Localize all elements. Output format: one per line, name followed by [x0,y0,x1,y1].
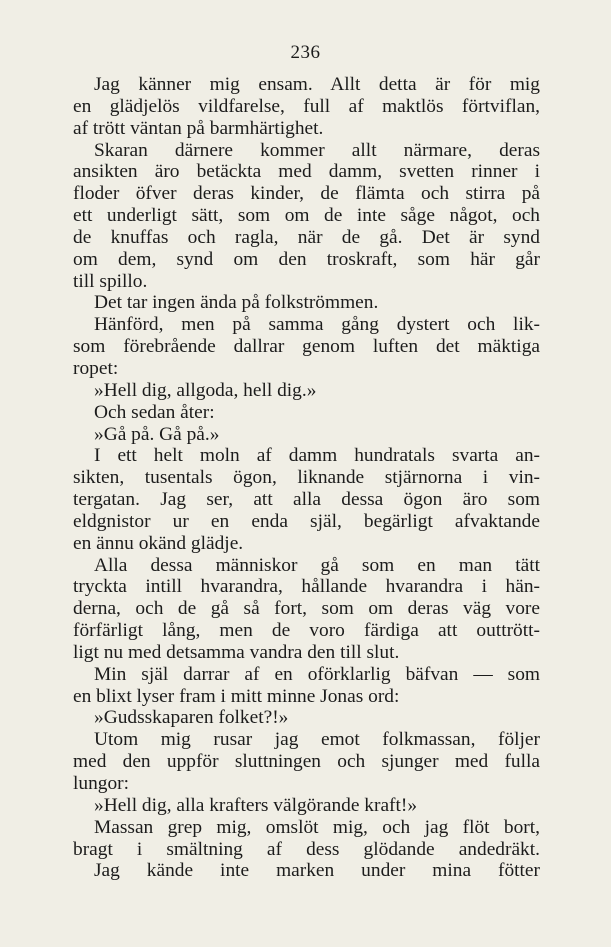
text-line: en blixt lyser fram i mitt minne Jonas ord: [73,685,400,707]
text-line: de knuffas och ragla, när de gå. Det är synd [73,226,540,248]
text-line: tryckta intill hvarandra, hållande hvarandra i hän- [73,576,540,598]
text-line: »Gå på. Gå på.» [94,423,220,445]
text-line: Massan grep mig, omslöt mig, och jag flöt bort, [94,816,540,838]
text-line: I ett helt moln af damm hundratals svarta an- [94,445,540,467]
text-line: Utom mig rusar jag emot folkmassan, följer [94,729,540,751]
text-line: med den uppför sluttningen och sjunger med fulla [73,751,540,773]
text-line: sikten, tusentals ögon, liknande stjärnorna i vin- [73,467,540,489]
text-line: Och sedan åter: [94,401,215,423]
text-line: ropet: [73,357,119,379]
text-line: till spillo. [73,270,148,292]
text-line: Skaran därnere kommer allt närmare, deras [94,139,540,161]
text-line: lungor: [73,773,130,794]
text-line: Det tar ingen ända på folkströmmen. [94,292,379,314]
text-line: ett underligt sätt, som om de inte såge något, och [73,205,540,227]
text-line: en glädjelös vildfarelse, full af maktlös förtviflan, [73,95,540,117]
text-line: ligt nu med detsamma vandra den till slut. [73,641,400,663]
text-line: »Hell dig, alla krafters välgörande kraft!» [94,794,418,816]
text-line: derna, och de gå så fort, som om deras väg vore [73,598,540,620]
text-line: af trött väntan på barmhärtighet. [73,117,324,139]
text-line: floder öfver deras kinder, de flämta och stirra på [73,183,540,205]
text-line: bragt i smältning af dess glödande andedräkt. [73,838,540,860]
text-line: om dem, synd om den troskraft, som här går [73,248,540,270]
text-line: Hänförd, men på samma gång dystert och lik- [94,314,540,336]
text-line: ansikten äro betäckta med damm, svetten rinner i [73,161,540,183]
text-line: tergatan. Jag ser, att alla dessa ögon äro som [73,489,540,511]
page-number: 236 [290,42,321,63]
text-line: en ännu okänd glädje. [73,532,244,554]
text-line: Min själ darrar af en oförklarlig bäfvan — som [94,663,540,685]
text-line: eldgnistor ur en enda själ, begärligt afvaktande [73,510,540,532]
text-line: förfärligt lång, men de voro färdiga att outtrött- [73,620,540,642]
text-line: »Hell dig, allgoda, hell dig.» [94,379,317,401]
text-line: Jag känner mig ensam. Allt detta är för mig [94,74,540,95]
text-line: »Gudsskaparen folket?!» [94,707,289,729]
body-text [73,74,540,882]
text-line: Jag kände inte marken under mina fötter [94,860,540,882]
text-line: Alla dessa människor gå som en man tätt [94,554,540,576]
text-line: som förebrående dallrar genom luften det mäktiga [73,336,540,358]
